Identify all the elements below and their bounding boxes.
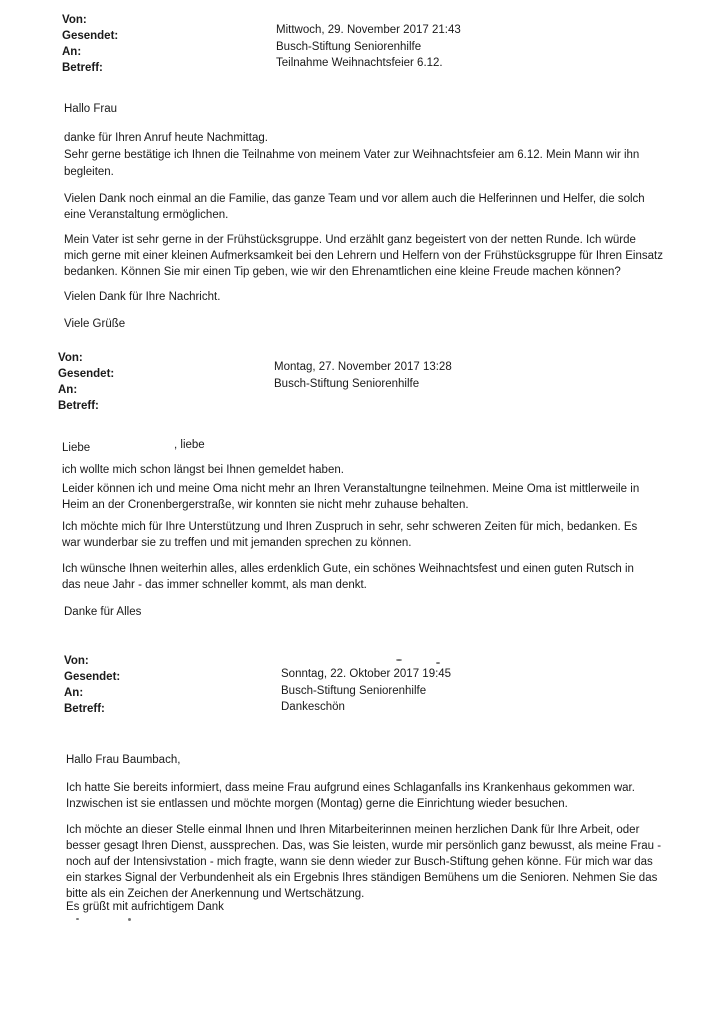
paragraph-line: bitte als ein Zeichen der Anerkennung und Wertschätzung. [66,888,365,900]
subject-label: Betreff: [62,62,103,74]
email-header [64,653,720,717]
to-value: Busch-Stiftung Seniorenhilfe [281,685,427,697]
email-header [62,12,720,76]
paragraph-line: Ich möchte an dieser Stelle einmal Ihnen und Ihren Mitarbeiterinnen meinen herzlichen Dank für Ihre Arbeit, oder [66,824,640,836]
paragraph-line: besser gesagt Ihren Dienst, aussprechen. Das, was Sie leisten, wurde mir persönlich ganz bewusst, als meine Frau - [66,840,662,852]
to-value: Busch-Stiftung Seniorenhilfe [274,378,420,390]
from-label: Von: [64,655,89,667]
paragraph: ich wollte mich schon längst bei Ihnen gemeldet haben. [62,464,344,476]
paragraph-line: das neue Jahr - das immer schneller kommt, als man denkt. [62,579,367,591]
to-value: Busch-Stiftung Seniorenhilfe [276,41,422,53]
paragraph-line: Ich wünsche Ihnen weiterhin alles, alles erdenklich Gute, ein schönes Weihnachtsfest und einen guten Rutsch in [62,563,634,575]
scan-speck [128,918,131,921]
paragraph-line: Ich möchte mich für Ihre Unterstützung und Ihren Zuspruch in sehr, sehr schweren Zeiten für mich, bedanken. Es [62,521,638,533]
sent-value: Sonntag, 22. Oktober 2017 19:45 [281,668,452,680]
paragraph-line: Vielen Dank noch einmal an die Familie, das ganze Team und vor allem auch die Helferinnen und Helfer, die solch [64,193,645,205]
greeting: Hallo Frau [64,103,118,115]
subject-value: Teilnahme Weihnachtsfeier 6.12. [276,57,443,69]
paragraph-line: bedanken. Können Sie mir einen Tip geben, wie wir den Ehrenamtlichen eine kleine Freude machen können? [64,266,621,278]
to-label: An: [58,384,78,396]
paragraph-line: Heim an der Cronenbergerstraße, wir konnten sie nicht mehr zuhause behalten. [62,499,469,511]
to-label: An: [64,687,84,699]
paragraph-line: mich gerne mit einer kleinen Aufmerksamkeit bei den Lehrern und Helfern von der Frühstücksgruppe für Ihren Einsatz [64,250,663,262]
subject-value: Dankeschön [281,701,345,713]
sent-label: Gesendet: [58,368,115,380]
from-label: Von: [58,352,83,364]
sent-value: Montag, 27. November 2017 13:28 [274,361,452,373]
paragraph-line: noch auf der Intensivstation - mich fragte, wann sie denn wieder zur Busch-Stiftung gehen könne. Für mich war das [66,856,653,868]
paragraph-line: war wunderbar sie zu treffen und mit jemanden sprechen zu können. [62,537,412,549]
email-header [58,350,718,414]
paragraph: danke für Ihren Anruf heute Nachmittag. [64,132,268,144]
paragraph-line: Sehr gerne bestätige ich Ihnen die Teilnahme von meinem Vater zur Weihnachtsfeier am 6.12. Mein Mann wir ihn [64,149,640,161]
sent-label: Gesendet: [64,671,121,683]
paragraph: Vielen Dank für Ihre Nachricht. [64,291,221,303]
paragraph-line: Mein Vater ist sehr gerne in der Frühstücksgruppe. Und erzählt ganz begeistert von der netten Runde. Ich würde [64,234,636,246]
closing: Es grüßt mit aufrichtigem Dank [66,901,224,913]
scan-speck [76,918,79,920]
subject-label: Betreff: [58,400,99,412]
closing: Viele Grüße [64,318,126,330]
paragraph-line: Leider können ich und meine Oma nicht mehr an Ihren Veranstaltungne teilnehmen. Meine Oma ist mittlerweile in [62,483,640,495]
scan-speck [436,662,440,664]
sent-value: Mittwoch, 29. November 2017 21:43 [276,24,461,36]
paragraph-line: eine Veranstaltung ermöglichen. [64,209,229,221]
greeting-part: Liebe [62,442,91,454]
paragraph-line: begleiten. [64,166,114,178]
scan-speck [396,659,402,661]
paragraph-line: Inzwischen ist sie entlassen und möchte morgen (Montag) gerne die Einrichtung wieder besuchen. [66,798,568,810]
greeting-part: , liebe [174,439,205,451]
greeting: Hallo Frau Baumbach, [66,754,181,766]
to-label: An: [62,46,82,58]
paragraph-line: ein starkes Signal der Verbundenheit als ein Ergebnis Ihres ständigen Bemühens um die Senioren. Nehmen Sie das [66,872,658,884]
paragraph-line: Ich hatte Sie bereits informiert, dass meine Frau aufgrund eines Schlaganfalls ins Krankenhaus gekommen war. [66,782,635,794]
subject-label: Betreff: [64,703,105,715]
from-label: Von: [62,14,87,26]
sent-label: Gesendet: [62,30,119,42]
closing: Danke für Alles [64,606,142,618]
